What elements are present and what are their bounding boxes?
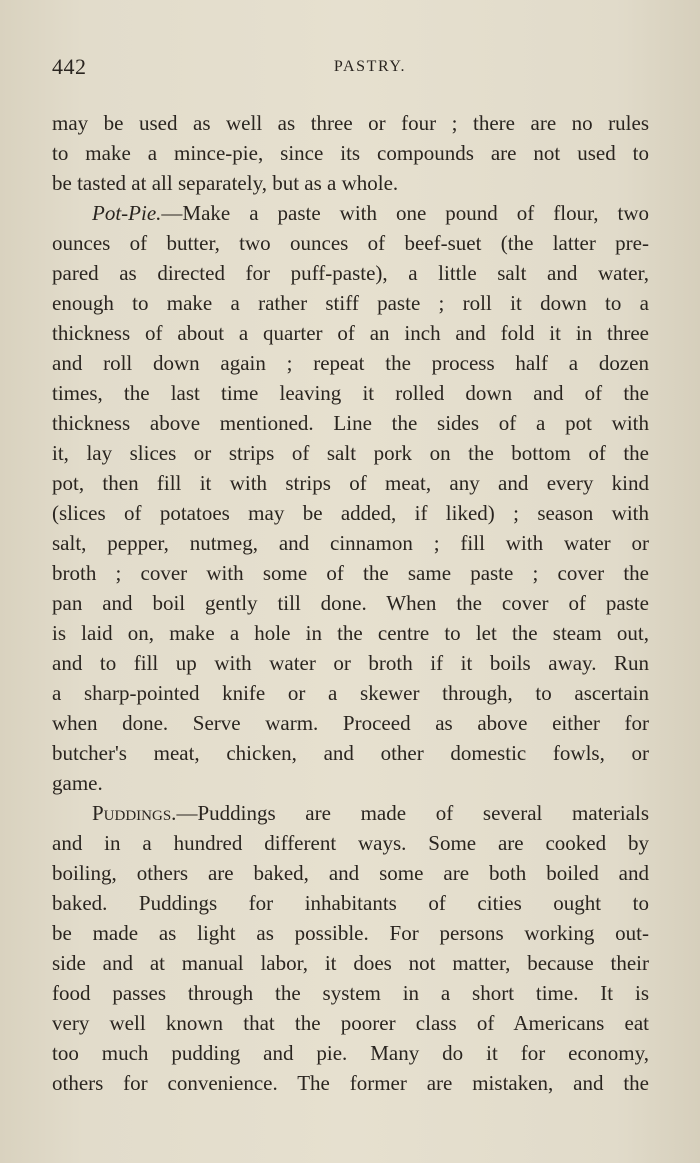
text-line: when done. Serve warm. Proceed as above either for [52, 711, 649, 735]
page-header [52, 54, 648, 84]
text-line: a sharp-pointed knife or a skewer through, to ascertain [52, 681, 649, 705]
text-line: food passes through the system in a short time. It is [52, 981, 649, 1005]
text-line: is laid on, make a hole in the centre to let the steam out, [52, 621, 649, 645]
text-line: ounces of butter, two ounces of beef-suet (the latter pre- [52, 231, 649, 255]
page-number: 442 [52, 54, 87, 79]
text-line: pot, then fill it with strips of meat, any and every kind [52, 471, 649, 495]
text-line: pared as directed for puff-paste), a little salt and water, [52, 261, 649, 285]
section-heading-puddings: Puddings. [92, 801, 177, 825]
text-line: broth ; cover with some of the same paste ; cover the [52, 561, 649, 585]
text-line: boiling, others are baked, and some are both boiled and [52, 861, 649, 885]
text-line: salt, pepper, nutmeg, and cinnamon ; fill with water or [52, 531, 649, 555]
text-line: thickness of about a quarter of an inch and fold it in three [52, 321, 649, 345]
text-line: it, lay slices or strips of salt pork on the bottom of the [52, 441, 649, 465]
text-line: others for convenience. The former are mistaken, and the [52, 1071, 649, 1095]
text-line: and roll down again ; repeat the process half a dozen [52, 351, 649, 375]
text-line: may be used as well as three or four ; there are no rules [52, 111, 649, 135]
text-line: times, the last time leaving it rolled down and of the [52, 381, 649, 405]
paragraph-start-pot-pie [52, 198, 649, 228]
text-line: be tasted at all separately, but as a whole. [52, 171, 399, 195]
body-text [52, 108, 649, 1098]
running-head: PASTRY. [333, 58, 407, 75]
text-line: butcher's meat, chicken, and other domestic fowls, or [52, 741, 649, 765]
text-line: and in a hundred different ways. Some are cooked by [52, 831, 649, 855]
text-line: (slices of potatoes may be added, if liked) ; season with [52, 501, 649, 525]
text-line: side and at manual labor, it does not matter, because their [52, 951, 649, 975]
text-line: baked. Puddings for inhabitants of cities ought to [52, 891, 649, 915]
text-line: pan and boil gently till done. When the cover of paste [52, 591, 649, 615]
text-line: to make a mince-pie, since its compounds are not used to [52, 141, 649, 165]
text-line: —Puddings are made of several materials [176, 801, 649, 825]
text-line: and to fill up with water or broth if it boils away. Run [52, 651, 649, 675]
text-line: —Make a paste with one pound of flour, two [161, 201, 649, 225]
text-line: enough to make a rather stiff paste ; roll it down to a [52, 291, 649, 315]
section-heading-pot-pie: Pot-Pie. [92, 201, 162, 225]
paragraph-start-puddings [52, 798, 649, 828]
text-line: be made as light as possible. For persons working out- [52, 921, 649, 945]
text-line: game. [52, 771, 103, 795]
text-line: thickness above mentioned. Line the sides of a pot with [52, 411, 649, 435]
text-line: very well known that the poorer class of Americans eat [52, 1011, 649, 1035]
text-line: too much pudding and pie. Many do it for economy, [52, 1041, 649, 1065]
